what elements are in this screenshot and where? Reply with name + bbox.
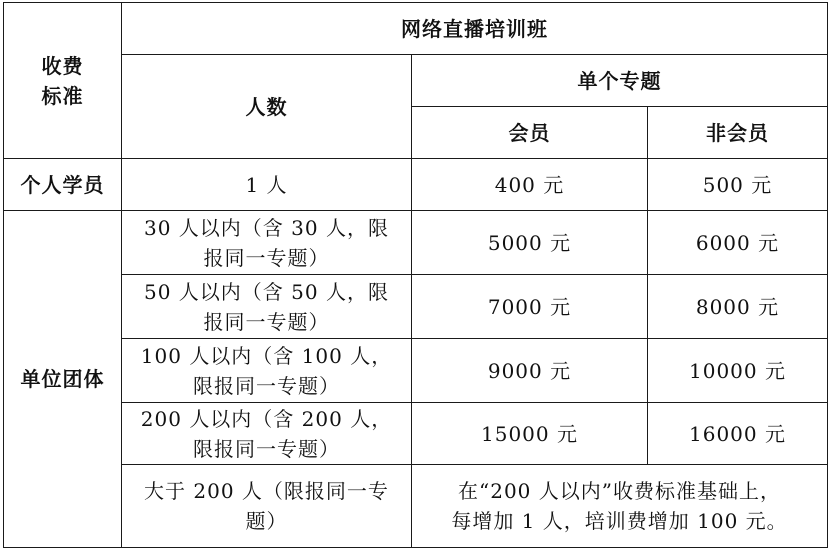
group-range-line2: 限报同一专题）	[193, 373, 340, 398]
over-200-range-line2: 题）	[245, 509, 288, 533]
group-range-line2: 报同一专题）	[203, 309, 330, 334]
group-range	[122, 339, 412, 403]
group-label: 单位团体	[4, 211, 122, 548]
group-row	[4, 211, 828, 275]
program-header: 网络直播培训班	[122, 3, 828, 55]
group-range	[122, 275, 412, 339]
group-range-line2: 限报同一专题）	[193, 436, 340, 461]
individual-count: 1 人	[122, 159, 412, 211]
group-range-line2: 报同一专题）	[203, 245, 330, 270]
individual-member-fee: 400 元	[412, 159, 648, 211]
group-member-fee: 7000 元	[412, 275, 648, 339]
group-member-fee: 5000 元	[412, 211, 648, 275]
fee-table	[3, 2, 828, 548]
single-topic-header: 单个专题	[412, 55, 828, 107]
over-200-range	[122, 465, 412, 548]
individual-row	[4, 159, 828, 211]
group-non-member-fee: 16000 元	[648, 403, 828, 465]
group-row	[4, 275, 828, 339]
head-count-header: 人数	[122, 55, 412, 159]
group-member-fee: 9000 元	[412, 339, 648, 403]
over-200-fee-note	[412, 465, 828, 548]
group-range	[122, 403, 412, 465]
group-row	[4, 339, 828, 403]
group-non-member-fee: 8000 元	[648, 275, 828, 339]
fee-standard-header-line2: 标准	[41, 83, 84, 108]
group-row	[4, 403, 828, 465]
fee-standard-header	[4, 3, 122, 159]
over-200-row	[4, 465, 828, 548]
group-range	[122, 211, 412, 275]
over-200-range-line1: 大于 200 人（限报同一专	[144, 479, 389, 503]
individual-label: 个人学员	[4, 159, 122, 211]
group-range-line1: 50 人以内（含 50 人，限	[144, 279, 389, 304]
over-200-fee-note-line1: 在“200 人以内”收费标准基础上，	[458, 479, 781, 503]
group-range-line1: 30 人以内（含 30 人，限	[144, 215, 389, 240]
group-member-fee: 15000 元	[412, 403, 648, 465]
group-non-member-fee: 6000 元	[648, 211, 828, 275]
fee-standard-header-line1: 收费	[41, 53, 84, 78]
group-range-line1: 100 人以内（含 100 人，	[140, 343, 393, 368]
group-range-line1: 200 人以内（含 200 人，	[140, 406, 393, 431]
group-non-member-fee: 10000 元	[648, 339, 828, 403]
member-header: 会员	[412, 107, 648, 159]
over-200-fee-note-line2: 每增加 1 人，培训费增加 100 元。	[451, 509, 788, 533]
individual-non-member-fee: 500 元	[648, 159, 828, 211]
non-member-header: 非会员	[648, 107, 828, 159]
